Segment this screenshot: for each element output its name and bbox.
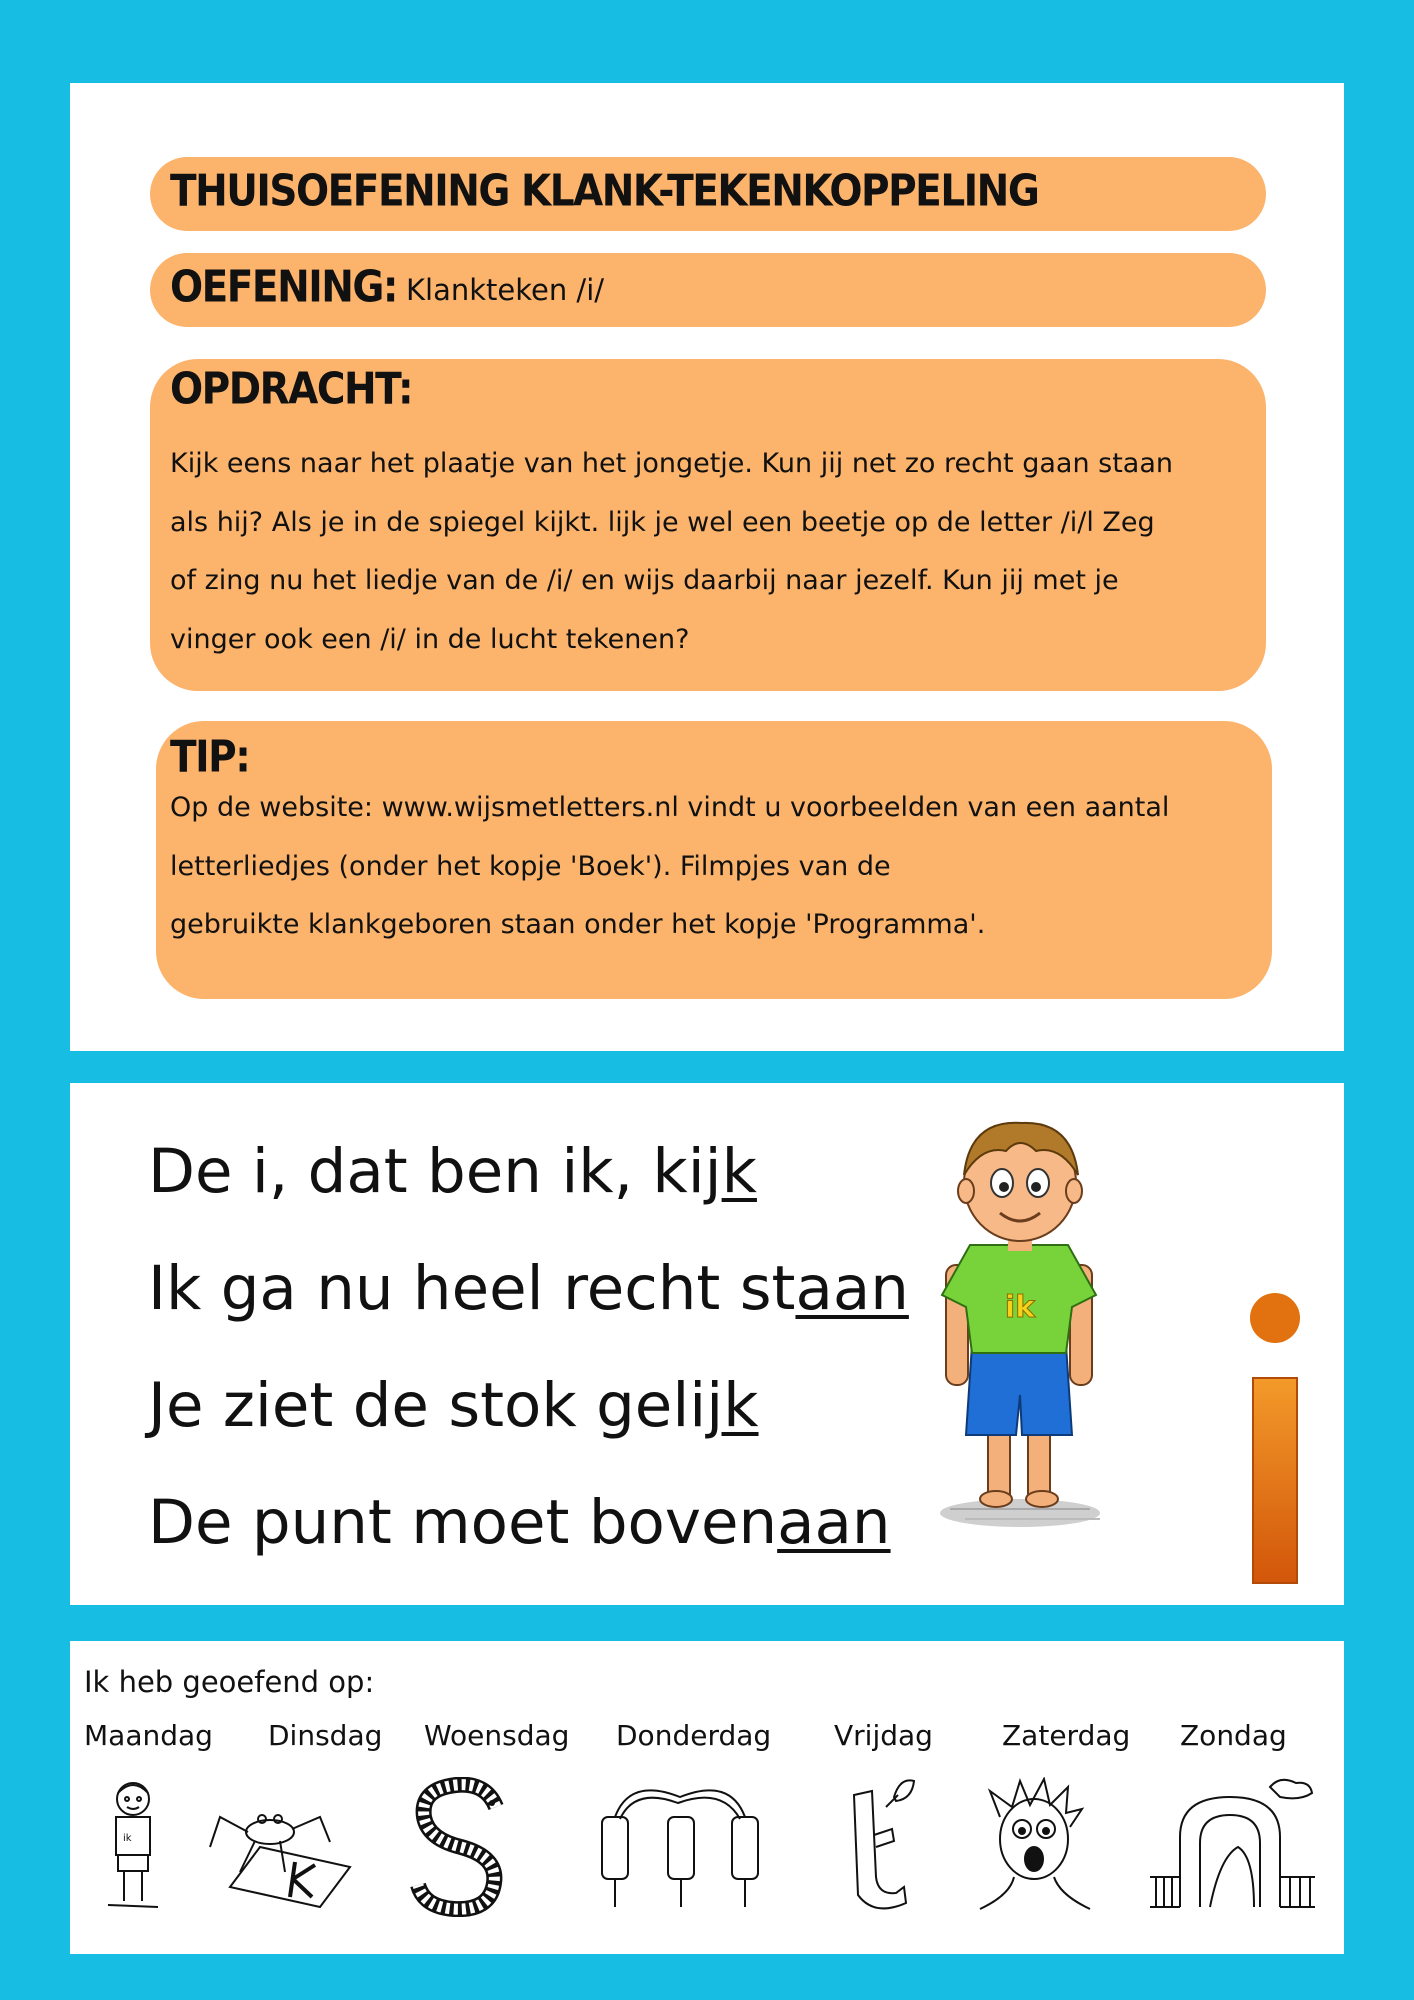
task-label: OPDRACHT: [170,364,413,415]
snake-letter-s-icon [406,1777,516,1917]
boy-illustration [910,1105,1130,1545]
tip-line: gebruikte klankgeboren staan onder het kopje 'Programma'. [170,909,986,940]
song-verse [148,1113,909,1581]
scared-face-icon [970,1777,1100,1917]
task-box [150,359,1266,691]
letter-i-graphic [1240,1288,1310,1588]
song-line-rhyme: k [721,1136,757,1207]
tip-label: TIP: [170,732,250,783]
task-line: vinger ook een /i/ in de lucht tekenen? [170,623,690,655]
song-line [148,1347,909,1464]
shirt-text: ik [1004,1290,1036,1325]
tip-line: letterliedjes (onder het kopje 'Boek'). Filmpjes van de [170,850,891,882]
song-line [148,1464,909,1581]
practice-log-panel [70,1641,1344,1954]
task-text [170,435,1250,669]
svg-text:ik: ik [123,1833,132,1844]
popsicles-letter-m-icon [590,1777,770,1917]
day-saturday[interactable]: Zaterdag [1002,1719,1131,1752]
crab-letter-k-icon [200,1777,360,1917]
song-line [148,1230,909,1347]
day-sunday[interactable]: Zondag [1180,1719,1287,1752]
song-line-rhyme: aan [795,1253,909,1324]
instructions-panel [70,83,1344,1051]
exercise-value: Klankteken /i/ [406,273,605,307]
tip-box [156,721,1272,999]
day-tuesday[interactable]: Dinsdag [268,1719,383,1752]
song-line-rhyme: jk [706,1370,759,1441]
song-line-text: De punt moet boven [148,1487,778,1558]
exercise-label: OEFENING: [170,262,397,313]
song-line [148,1113,909,1230]
song-line-text: Ik ga nu heel recht st [148,1253,796,1324]
song-line-rhyme: aan [777,1487,891,1558]
branch-letter-t-icon [834,1777,924,1917]
worksheet-title: THUISOEFENING KLANK-TEKENKOPPELING [170,166,1039,217]
gate-letter-a-icon [1150,1777,1320,1917]
song-line-text: De i, dat ben ik, kij [148,1136,722,1207]
exercise-banner [150,253,1266,327]
practice-label: Ik heb geoefend op: [84,1665,375,1699]
title-banner [150,157,1266,231]
day-wednesday[interactable]: Woensdag [424,1719,570,1752]
task-line: Kijk eens naar het plaatje van het jongetje. Kun jij net zo recht gaan staan [170,448,1174,479]
day-friday[interactable]: Vrijdag [834,1719,933,1752]
song-panel [70,1083,1344,1605]
boy-icon [98,1777,168,1917]
day-thursday[interactable]: Donderdag [616,1719,772,1752]
tip-line: Op de website: www.wijsmetletters.nl vindt u voorbeelden van een aantal [170,792,1170,823]
task-line: of zing nu het liedje van de /i/ en wijs daarbij naar jezelf. Kun jij met je [170,565,1119,596]
song-line-text: Je ziet de stok geli [148,1370,707,1441]
day-monday[interactable]: Maandag [84,1719,213,1752]
tip-text [170,779,1250,955]
task-line: als hij? Als je in de spiegel kijkt. lijk je wel een beetje op de letter /i/l Zeg [170,506,1155,538]
